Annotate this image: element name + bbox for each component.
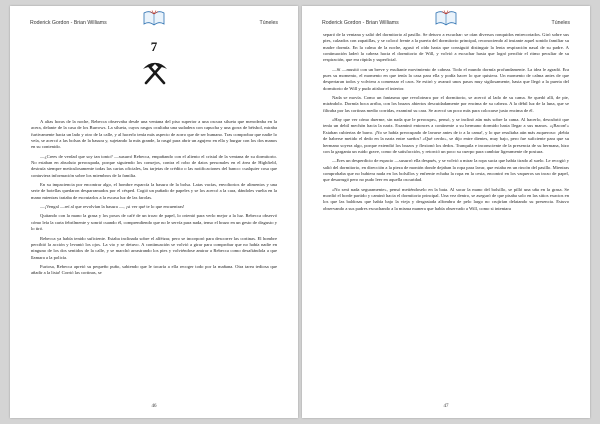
paragraph: —¡Vengal —reí al que revolvían la basura —, ¡si ver qué te lo que encuentras! <box>40 204 185 210</box>
header-title: Túneles <box>551 20 570 26</box>
page-header <box>322 18 570 28</box>
paragraph: —Sí —musitó con un breve y exultante movimiento de cabeza. Todo el mundo dormía profundamente. La idea le agradó. Era pues su momento, el momento en que tenía la casa para ella y podía hacer lo que quisiera. Un momento de calma antes de que despertaran todos y volviera a comenzar el caos. Se estiró y avanzó unos pasos muy sigilosamente, hasta que llegó a la puerta del dormitorio de Will y pudo atisbar el interior. <box>323 66 569 91</box>
open-book-logo-icon <box>142 10 166 26</box>
header-author: Roderick Gordon - Brian Williams <box>322 20 399 26</box>
paragraph: Rebecca ya había tenido suficiente. Estaba inclinada sobre el alféizar, pero se incorporó para descorrer las cortinas. El hombre percibió la acción y levantó los ojos. La vio y se detuvo. A continuación se volvió a girar para comprobar que no había nadie en ninguno de los dos sentidos de la calle, y se marchó arrastrando los pies y volviéndose amirar a Rebecca como desafiándola a que llamara a la policía. <box>31 235 277 260</box>
paragraph: Nada se movía. Como un fantasma que revoloteara por el dormitorio, se acercó al lado de su cama. Se quedó allí, de pie, mirándolo. Dormía boca arriba, con los brazos abiertos descuidadamente por encima de su cabeza. A la débil luz de la luna, que se filtraba por las cortinas medio corridas, examinó su cara. Se acercó un poco más para colocarse justo encima de él. <box>323 95 569 113</box>
paragraph: «No será nada seguramente», pensó metiéndoselo en la bata. Al sacar la mano del bolsillo, se pilló una uña en la grasa. Se mordió el borde partido y caminó hacia el dormitorio principal. Una vez dentro, se aseguró de que pisaba solo en las sitios exactos en los que las baldosas que había bajo la vieja y desgastada alfombra de pelo largo no crujirían delatando su presencia. Estuvo observando a sus padres escuchando a la misma manera que había observado a Will, como si intentara <box>323 186 569 211</box>
paragraph: —¿Crees de verdad que soy tan tonto? —susurró Rebecca, empañando con el aliento el cristal de la ventana de su dormitorio. No estaban en absoluto preocupada, porque siguiendo los consejos, contra el robo de datos personales en el área de Highfield, destruía siempre meticulosamente todas las cartas oficiales, las tarjetas de crédito o las notificaciones del banco: cualquier cosa que contuviera información sobre los miembros de la familia. <box>31 153 277 178</box>
header-title: Túneles <box>259 20 278 26</box>
paragraph: Quitando con la mano la grasa y los posos de café de un trozo de papel, lo orientó para verlo mejor a la luz. Rebecca observó cómo leía la carta febrilmente y sonrió cuando él, comprendiendo que no le servía para nada, tenso el brazo en un gesto de disgusto y lo tiró. <box>31 213 277 232</box>
page-header <box>30 18 278 28</box>
page-body <box>323 32 569 212</box>
page-body <box>31 119 277 277</box>
page-number: 47 <box>443 404 449 409</box>
header-author: Roderick Gordon - Brian Williams <box>30 20 107 26</box>
chapter-number: 7 <box>150 39 158 54</box>
paragraph: «Hay que ver cómo duerme, sin nada que le preocupe», pensó, y se inclinó aún más sobre la cama. Al hacerlo, descubrió que tenía un debil mechón hacia la nariz. Examinó entonces a continente a su hermano dormido hasta llegar a sus manos. «¡Bacon!» Estaban cubiertas de barro. ¡No se había preocupado de lavarse antes de ir a la cama!, y lo que resultaba aún más asqueroso: ¡debía de haberse metido el dedo en la nariz entre sueños! «Qué cerdo», se dijo entre dientes, muy bajo, pero fue suficiente para que su hermano soyera algo, porque extendió los brazos y flexionó los dedos. Tranquila e inconsciente de la presencia de su hermana, hizo con la garganta un ruido grave, como de satisfacción, y retorció un poco su cuerpo para cambiar ligeramente de postura. <box>323 117 569 154</box>
open-book-logo-icon <box>434 10 458 26</box>
paragraph: En su impaciencia por encontrar algo, el hombre esparcía la basura de la bolsa. Latas vacías, envoltorios de alimentos y una serie de botellas quedaron desparramados por el césped. Cogió un puñado de papeles y se los acercó a la cara, dándoles vuelta en la mano mientras trataba de escrutarlos a la escasa luz de las farolas. <box>31 182 277 200</box>
left-page <box>10 6 298 418</box>
paragraph: —Eres un desperdicio de espacio —susurró ella después, y se volvió a mirar la ropa sucia que había tirado al suelo. Le recogió y salió del dormitorio, en dirección a la pieza de montón donde dejaban la ropa para lavar, que estaba en un rincón del pasillo. Mientras comprobaba que no hubiera nada en los bolsillos y enfrente echaba la ropa en la cesta, encontró en los vaqueros un trozo de papel, que desarrugó pero no pudo leer en aquella oscuridad. <box>323 158 569 183</box>
crossed-pickaxes-icon <box>142 61 168 85</box>
page-number: 46 <box>151 404 157 409</box>
paragraph: separó de la ventana y salió del dormitorio al pasillo. Se detuvo a escuchar: se oían diversos ronquidos entrecortados. Giró sobre sus pies, calzados con zapatillas, y se colocó frente a la puerta del dormitorio principal, reconociendo al instante aquel sonido familiar su madre dormía. En la calma de la noche, agusó el oído hasta que consiguió distinguir la lenta respiración nasal de su padre. A continuación ladeó la cabeza hacia el dormitorio de Will, y volvió a escuchar hasta que logró percibir el ritmo peculiar de su respiración, que era rápida y superficial. <box>323 32 569 63</box>
right-page <box>302 6 590 418</box>
paragraph: A altas horas de la noche, Rebecca observaba desde una ventana del piso superior a una oscura silueta que merodeaba en la acera, delante de la casa de los Burrows. La silueta, cuyos rasgos ocultaba una sudadera con capucha y una gorra de béisbol, miraba furtivamente hacia un lado y otro de la calle, y al hacerlo tenía más aspecto de zorro que de ser humano. Tras comprobar que nadie lo veía, se acercó a las bolsas de la basura y, sujetando la más grande, la rasgó para abrir un agujero en ella y hurgar con los dos manos en su contenido. <box>31 119 277 150</box>
paragraph: Furiosa, Rebecca apretó su pequeño puño, sabiendo que le tocaría a ella recoger todo por la mañana. Otra tarea tediosa que añadir a la lista! Corrió las cortinas, se <box>31 263 277 276</box>
